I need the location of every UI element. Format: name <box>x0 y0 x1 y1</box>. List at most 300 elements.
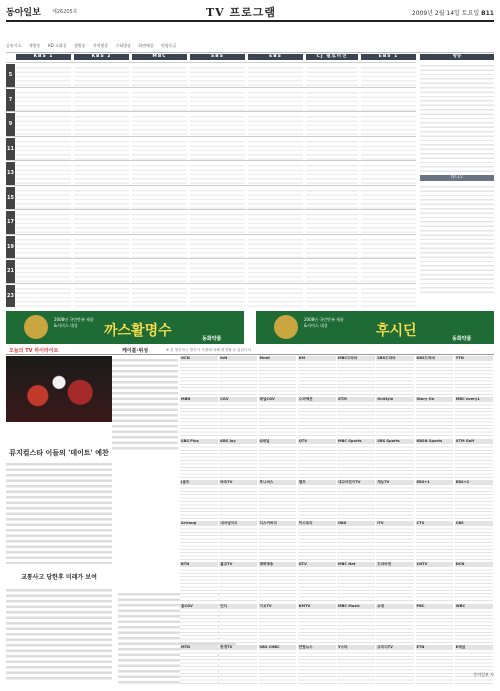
cable-channel-name: 코미디TV <box>376 645 414 650</box>
cable-channel-name: 평화방송 <box>259 562 297 567</box>
cable-channel-name: 수퍼액션 <box>298 397 336 402</box>
program-cell <box>16 64 71 87</box>
cable-channel-block <box>259 439 297 479</box>
highlight-title: 오늘의 TV 하이라이트 <box>9 348 59 354</box>
cable-channel-name: CTS <box>416 521 454 526</box>
ad-award-text: 2008년 국민만족 제품&서비스 대상 <box>304 317 344 328</box>
time-slot-row <box>6 258 416 284</box>
cable-program-list <box>376 526 414 560</box>
cable-program-list <box>376 609 414 643</box>
hour-label: 7 <box>6 89 15 112</box>
program-cell <box>190 64 245 87</box>
program-cell <box>16 260 71 283</box>
cable-channel-block <box>219 439 257 479</box>
cable-program-list <box>455 361 493 395</box>
cable-channel-name: BTN <box>180 562 218 567</box>
cable-program-list <box>259 526 297 560</box>
cable-channel-block <box>259 356 297 396</box>
cable-program-list <box>455 402 493 436</box>
right-column-listing <box>420 183 494 293</box>
cable-program-list <box>219 361 257 395</box>
feature-photo <box>6 356 112 422</box>
program-cell <box>132 187 187 210</box>
legend-item: 생방송 <box>73 43 86 48</box>
program-cell <box>16 162 71 185</box>
cable-channel-name: KBSN Sports <box>416 439 454 444</box>
cable-channel-block <box>298 480 336 520</box>
program-cell <box>306 113 358 136</box>
right-column <box>420 54 494 308</box>
cable-channel-block <box>455 439 493 479</box>
cable-channel-name: EBS+1 <box>416 480 454 485</box>
program-cell <box>248 260 303 283</box>
hour-label: 15 <box>6 187 15 210</box>
cable-program-list <box>416 609 454 643</box>
cable-channel-name: CNTV <box>416 562 454 567</box>
feature-headline-secondary: 교통사고 당한후 미래가 보여 <box>21 574 97 581</box>
cable-channel-name: QTV <box>298 439 336 444</box>
cable-channel-block <box>416 521 454 561</box>
cable-channel-name: MBC Music <box>337 604 375 609</box>
cable-program-list <box>298 444 336 478</box>
cable-channel-block <box>180 604 218 644</box>
program-cell <box>190 138 245 161</box>
cable-channel-name: YTN <box>455 356 493 361</box>
cable-channel-block <box>376 480 414 520</box>
program-cell <box>361 187 416 210</box>
program-cell <box>306 89 358 112</box>
cable-channel-block <box>180 645 218 685</box>
award-badge-icon <box>24 315 48 339</box>
cable-channel-name: Mnet <box>259 356 297 361</box>
cable-channel-name: CBS <box>455 521 493 526</box>
hour-label: 11 <box>6 138 15 161</box>
program-cell <box>16 89 71 112</box>
cable-program-list <box>259 361 297 395</box>
cable-channel-block <box>298 521 336 561</box>
program-cell <box>132 64 187 87</box>
cable-channel-block <box>219 397 257 437</box>
cable-program-list <box>259 609 297 643</box>
page-number: B11 <box>481 10 494 17</box>
cable-channel-name: tvN <box>219 356 257 361</box>
cable-channel-block <box>455 356 493 396</box>
program-cell <box>361 211 416 234</box>
program-cell <box>248 138 303 161</box>
cable-program-list <box>376 650 414 684</box>
program-cell <box>74 64 129 87</box>
cable-channel-block <box>219 521 257 561</box>
cable-program-list <box>298 485 336 519</box>
cable-program-list <box>455 444 493 478</box>
cable-channel-name: 투니버스 <box>259 480 297 485</box>
cable-program-list <box>455 526 493 560</box>
cable-channel-block <box>337 645 375 685</box>
program-cell <box>190 260 245 283</box>
program-cell <box>361 89 416 112</box>
cable-channel-block <box>219 356 257 396</box>
cable-channel-name: 바둑TV <box>219 480 257 485</box>
program-cell <box>248 89 303 112</box>
cable-channel-block <box>455 521 493 561</box>
cable-program-list <box>337 485 375 519</box>
cable-channel-name: XTM <box>337 397 375 402</box>
program-cell <box>248 113 303 136</box>
cable-channel-name: Y스타 <box>337 645 375 650</box>
section-title: TV 프로그램 <box>206 6 277 19</box>
cable-channel-name: OnStyle <box>376 397 414 402</box>
ad-maker: 동화약품 <box>452 336 472 342</box>
cable-channel-name: J골프 <box>180 480 218 485</box>
program-cell <box>361 64 416 87</box>
cable-channel-name: OBS <box>337 521 375 526</box>
right-column-listing <box>420 62 494 172</box>
cable-program-list <box>180 609 218 643</box>
cable-channel-block <box>219 562 257 602</box>
legend-item: 자막방송 <box>92 43 109 48</box>
program-cell <box>16 113 71 136</box>
hour-label: 5 <box>6 64 15 87</box>
cable-program-list <box>416 485 454 519</box>
program-cell <box>361 236 416 259</box>
legend-item: 재방송 <box>28 43 41 48</box>
time-slot-row <box>6 234 416 260</box>
cable-channel-block <box>337 480 375 520</box>
program-cell <box>248 285 303 308</box>
program-cell <box>306 236 358 259</box>
program-cell <box>74 187 129 210</box>
cable-channel-block <box>180 397 218 437</box>
cable-channel-name: 쇼핑 <box>376 604 414 609</box>
cable-program-list <box>259 567 297 601</box>
issue-number: 제26205호 <box>52 9 78 15</box>
cable-channel-block <box>180 356 218 396</box>
cable-channel-block <box>416 480 454 520</box>
cable-channel-name: 재능TV <box>376 480 414 485</box>
cable-channel-name: CGV <box>219 397 257 402</box>
program-cell <box>306 260 358 283</box>
footer-credit: 동아일보 사 <box>473 672 494 677</box>
cable-channel-block <box>376 645 414 685</box>
cable-channel-name: 드라마넷 <box>376 562 414 567</box>
cable-channel-name: KM <box>298 356 336 361</box>
hour-label: 9 <box>6 113 15 136</box>
cable-program-list <box>219 650 257 684</box>
cable-program-list <box>416 402 454 436</box>
channel-header: CJ 헬로비전 <box>306 54 358 60</box>
program-cell <box>361 138 416 161</box>
cable-channel-block <box>259 480 297 520</box>
cable-channel-block <box>259 645 297 685</box>
cable-channel-name: 가요TV <box>259 604 297 609</box>
advertisement-strip <box>6 311 494 344</box>
program-cell <box>16 211 71 234</box>
cable-channel-block <box>416 397 454 437</box>
cable-program-list <box>376 567 414 601</box>
cable-channel-name: E채널 <box>455 645 493 650</box>
program-cell <box>74 138 129 161</box>
ad-maker: 동화약품 <box>202 336 222 342</box>
ad-product-name: 까스활명수 <box>104 323 172 339</box>
cable-program-list <box>298 526 336 560</box>
program-cell <box>190 113 245 136</box>
program-cell <box>16 138 71 161</box>
cable-channel-block <box>455 397 493 437</box>
cable-channel-block <box>337 562 375 602</box>
channel-header: MBC <box>132 54 187 60</box>
feature-body-text <box>112 356 178 452</box>
cable-program-list <box>298 361 336 395</box>
cable-channel-block <box>416 604 454 644</box>
cable-channel-name: MBC드라마 <box>337 356 375 361</box>
time-slot-row <box>6 209 416 235</box>
right-column-subheader: 라디오 <box>420 175 494 181</box>
cable-program-list <box>337 609 375 643</box>
cable-program-list <box>180 526 218 560</box>
program-cell <box>361 260 416 283</box>
program-cell <box>248 187 303 210</box>
cable-channel-name: KBS드라마 <box>416 356 454 361</box>
program-cell <box>74 162 129 185</box>
cable-channel-name: Arirang <box>180 521 218 526</box>
cable-channel-block <box>455 480 493 520</box>
cable-channel-name: 불교TV <box>219 562 257 567</box>
cable-program-list <box>298 609 336 643</box>
channel-header: EBS <box>248 54 303 60</box>
cable-channel-block <box>298 397 336 437</box>
program-cell <box>190 236 245 259</box>
cable-channel-name: SBS Plus <box>180 439 218 444</box>
program-cell <box>132 211 187 234</box>
program-cell <box>16 285 71 308</box>
feature-headline: 뮤지컬스타 이들의 '데이트' 예찬 <box>9 448 109 457</box>
time-slot-row <box>6 185 416 211</box>
program-cell <box>16 236 71 259</box>
cable-program-list <box>259 650 297 684</box>
cable-program-list <box>180 402 218 436</box>
cable-channel-block <box>416 356 454 396</box>
cable-program-list <box>376 485 414 519</box>
cable-channel-block <box>180 439 218 479</box>
cable-channel-name: MBN <box>180 397 218 402</box>
time-slot-row <box>6 136 416 162</box>
cable-channel-name: 홈CGV <box>180 604 218 609</box>
program-cell <box>306 211 358 234</box>
program-cell <box>248 64 303 87</box>
cable-program-list <box>180 485 218 519</box>
program-cell <box>132 236 187 259</box>
cable-channel-block <box>298 439 336 479</box>
time-slot-row <box>6 62 416 88</box>
cable-title: 케이블·위성 <box>122 348 149 354</box>
cable-schedule-grid <box>180 356 494 686</box>
cable-section-header <box>6 346 494 355</box>
cable-channel-name: MBC Net <box>337 562 375 567</box>
cable-channel-name: GTV <box>298 562 336 567</box>
program-cell <box>361 162 416 185</box>
program-cell <box>74 113 129 136</box>
cable-program-list <box>219 444 257 478</box>
cable-program-list <box>180 650 218 684</box>
cable-channel-name: SBS드라마 <box>376 356 414 361</box>
program-cell <box>132 162 187 185</box>
program-cell <box>132 138 187 161</box>
cable-channel-block <box>337 397 375 437</box>
program-cell <box>248 211 303 234</box>
cable-program-list <box>416 444 454 478</box>
cable-channel-block <box>376 439 414 479</box>
hour-label: 13 <box>6 162 15 185</box>
cable-channel-name: KBS joy <box>219 439 257 444</box>
cable-channel-name: Story On <box>416 397 454 402</box>
cable-channel-block <box>337 604 375 644</box>
program-cell <box>306 187 358 210</box>
cable-channel-name: MTN <box>180 645 218 650</box>
cable-channel-block <box>259 562 297 602</box>
program-cell <box>190 162 245 185</box>
program-cell <box>74 260 129 283</box>
tv-schedule-grid <box>6 54 416 308</box>
cable-channel-block <box>416 562 454 602</box>
program-cell <box>306 138 358 161</box>
cable-program-list <box>337 567 375 601</box>
cable-channel-block <box>376 397 414 437</box>
award-badge-icon <box>274 315 298 339</box>
cable-channel-name: EBS+2 <box>455 480 493 485</box>
program-cell <box>361 113 416 136</box>
cable-program-list <box>180 444 218 478</box>
cable-channel-block <box>259 521 297 561</box>
cable-channel-block <box>337 439 375 479</box>
program-cell <box>306 285 358 308</box>
time-slot-row <box>6 111 416 137</box>
legend-item: 연령등급 <box>160 43 177 48</box>
cable-channel-name: iTV <box>376 521 414 526</box>
cable-channel-name: 히스토리 <box>298 521 336 526</box>
cable-channel-name: SBS Sports <box>376 439 414 444</box>
cable-program-list <box>298 650 336 684</box>
time-slot-row <box>6 160 416 186</box>
cable-channel-block <box>416 439 454 479</box>
cable-channel-name: 연합뉴스 <box>298 645 336 650</box>
cable-channel-block <box>337 356 375 396</box>
cable-program-list <box>219 526 257 560</box>
cable-program-list <box>259 402 297 436</box>
cable-channel-block <box>298 604 336 644</box>
cable-channel-name: XTM Golf <box>455 439 493 444</box>
cable-program-list <box>219 485 257 519</box>
program-cell <box>132 260 187 283</box>
cable-channel-name: 한경TV <box>219 645 257 650</box>
cable-program-list <box>298 402 336 436</box>
program-cell <box>16 187 71 210</box>
masthead <box>6 4 494 22</box>
feature-body-text <box>6 586 112 682</box>
cable-channel-block <box>376 356 414 396</box>
cable-channel-name: 채널CGV <box>259 397 297 402</box>
cable-channel-block <box>219 480 257 520</box>
cable-channel-block <box>376 562 414 602</box>
program-cell <box>190 89 245 112</box>
feature-body-text <box>6 460 112 564</box>
program-cell <box>306 162 358 185</box>
channel-header: EBS 1 <box>361 54 416 60</box>
program-cell <box>132 89 187 112</box>
cable-channel-name: KMTV <box>298 604 336 609</box>
cable-program-list <box>337 444 375 478</box>
cable-program-list <box>376 402 414 436</box>
cable-program-list <box>337 526 375 560</box>
cable-program-list <box>337 650 375 684</box>
cable-channel-name: Q채널 <box>259 439 297 444</box>
cable-channel-block <box>259 604 297 644</box>
legend-item: 화면해설 <box>138 43 154 48</box>
cable-channel-block <box>298 645 336 685</box>
cable-channel-name: 디스커버리 <box>259 521 297 526</box>
cable-program-list <box>337 361 375 395</box>
cable-channel-block <box>298 562 336 602</box>
time-slot-row <box>6 283 416 309</box>
cable-channel-name: MBC Sports <box>337 439 375 444</box>
cable-program-list <box>416 567 454 601</box>
cable-program-list <box>455 485 493 519</box>
cable-program-list <box>337 402 375 436</box>
ad-banner[interactable] <box>6 311 244 344</box>
cable-program-list <box>259 485 297 519</box>
cable-channel-block <box>180 521 218 561</box>
cable-channel-block <box>180 562 218 602</box>
program-cell <box>248 162 303 185</box>
cable-program-list <box>455 609 493 643</box>
cable-program-list <box>376 361 414 395</box>
feature-article <box>6 356 112 686</box>
channel-header: SBS <box>190 54 245 60</box>
cable-program-list <box>180 567 218 601</box>
cable-program-list <box>455 567 493 601</box>
program-cell <box>74 285 129 308</box>
cable-program-list <box>376 444 414 478</box>
cable-program-list <box>298 567 336 601</box>
cable-channel-name: 인디 <box>219 604 257 609</box>
date-text: 2009년 2월 14일 토요일 <box>411 10 480 17</box>
cable-channel-block <box>180 480 218 520</box>
time-slot-row <box>6 87 416 113</box>
program-cell <box>132 113 187 136</box>
cable-channel-name: ETN <box>416 645 454 650</box>
legend-item: 수화방송 <box>115 43 131 48</box>
publication-date <box>412 8 494 17</box>
ad-banner[interactable] <box>256 311 494 344</box>
cable-channel-block <box>219 604 257 644</box>
program-cell <box>74 236 129 259</box>
hour-label: 21 <box>6 260 15 283</box>
cable-channel-name: 대교어린이TV <box>337 480 375 485</box>
program-cell <box>74 89 129 112</box>
cable-program-list <box>219 567 257 601</box>
legend-item: 공통기호 <box>6 43 22 48</box>
right-column-header: 방송 <box>420 54 494 60</box>
hour-label: 17 <box>6 211 15 234</box>
cable-program-list <box>219 402 257 436</box>
legend-item: HD 고화질 <box>47 43 67 48</box>
channel-header: KBS 2 <box>74 54 129 60</box>
cable-channel-block <box>337 521 375 561</box>
hour-label: 23 <box>6 285 15 308</box>
program-cell <box>361 285 416 308</box>
paper-name: 동아일보 <box>6 8 41 18</box>
program-cell <box>190 285 245 308</box>
cable-program-list <box>416 361 454 395</box>
